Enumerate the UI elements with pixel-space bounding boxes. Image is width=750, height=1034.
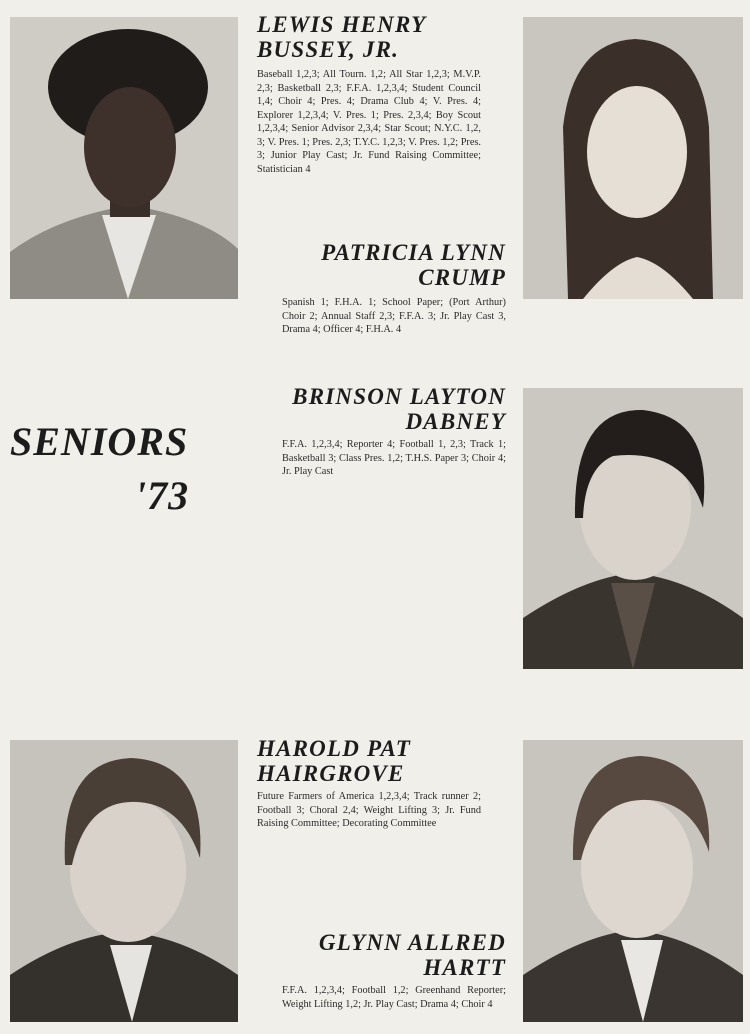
student-bio-bussey: Baseball 1,2,3; All Tourn. 1,2; All Star 1,2,3; M.V.P. 2,3; Basketball 2,3; F.F.A. 1,2,3,4; Student Council 1,4; Choir 4; Pres. 4; Drama Club 4; V. Pres. 4; Explorer 1,2,3,4; V. Pres. 1; Pres. 2,3,4; Boy Scout 1,2,3,4; Senior Advisor 2,3,4; Star Scout; N.Y.C. 1,2, 3; V. Pres. 1; Pres. 2,3; T.Y.C. 1,2,3; V. Pres. 1,2; Pres. 3; Junior Play Cast; Jr. Fund Raising Committee; Statistician 4 [257, 69, 481, 175]
student-name-line2: DABNEY [405, 409, 506, 434]
portrait-photo-hairgrove [10, 740, 238, 1022]
student-name-line1: HAROLD PAT [257, 736, 412, 761]
student-name-line1: LEWIS HENRY [257, 12, 427, 37]
student-name-line1: PATRICIA LYNN [321, 240, 506, 265]
student-bio-hairgrove: Future Farmers of America 1,2,3,4; Track runner 2; Football 3; Choral 2,4; Weight Lifting 3; Jr. Fund Raising Committee; Decorating Committee [257, 791, 481, 829]
student-name-crump [260, 240, 506, 290]
portrait-photo-dabney [523, 388, 743, 669]
student-name-hairgrove [257, 736, 507, 786]
student-name-line1: GLYNN ALLRED [318, 930, 506, 955]
student-name-line2: CRUMP [418, 265, 506, 290]
student-name-line2: BUSSEY, JR. [257, 37, 400, 62]
student-name-line1: BRINSON LAYTON [292, 384, 506, 409]
portrait-photo-crump [523, 17, 743, 299]
student-name-dabney [260, 384, 506, 434]
student-bio-dabney: F.F.A. 1,2,3,4; Reporter 4; Football 1, 2,3; Track 1; Basketball 3; Class Pres. 1,2; T.H.S. Paper 3; Choir 4; Jr. Play Cast [282, 439, 506, 477]
student-name-line2: HARTT [423, 955, 506, 980]
section-year: '73 [135, 473, 190, 518]
student-name-bussey [257, 12, 507, 62]
student-name-line2: HAIRGROVE [257, 761, 405, 786]
section-title: SENIORS [10, 419, 189, 464]
student-name-hartt [260, 930, 506, 980]
portrait-photo-bussey [10, 17, 238, 299]
student-bio-crump: Spanish 1; F.H.A. 1; School Paper; (Port Arthur) Choir 2; Annual Staff 2,3; F.F.A. 3; Jr. Play Cast 3, Drama 4; Officer 4; F.H.A. 4 [282, 297, 506, 335]
portrait-photo-hartt [523, 740, 743, 1022]
student-bio-hartt: F.F.A. 1,2,3,4; Football 1,2; Greenhand Reporter; Weight Lifting 1,2; Jr. Play Cast; Drama 4; Choir 4 [282, 985, 506, 1010]
